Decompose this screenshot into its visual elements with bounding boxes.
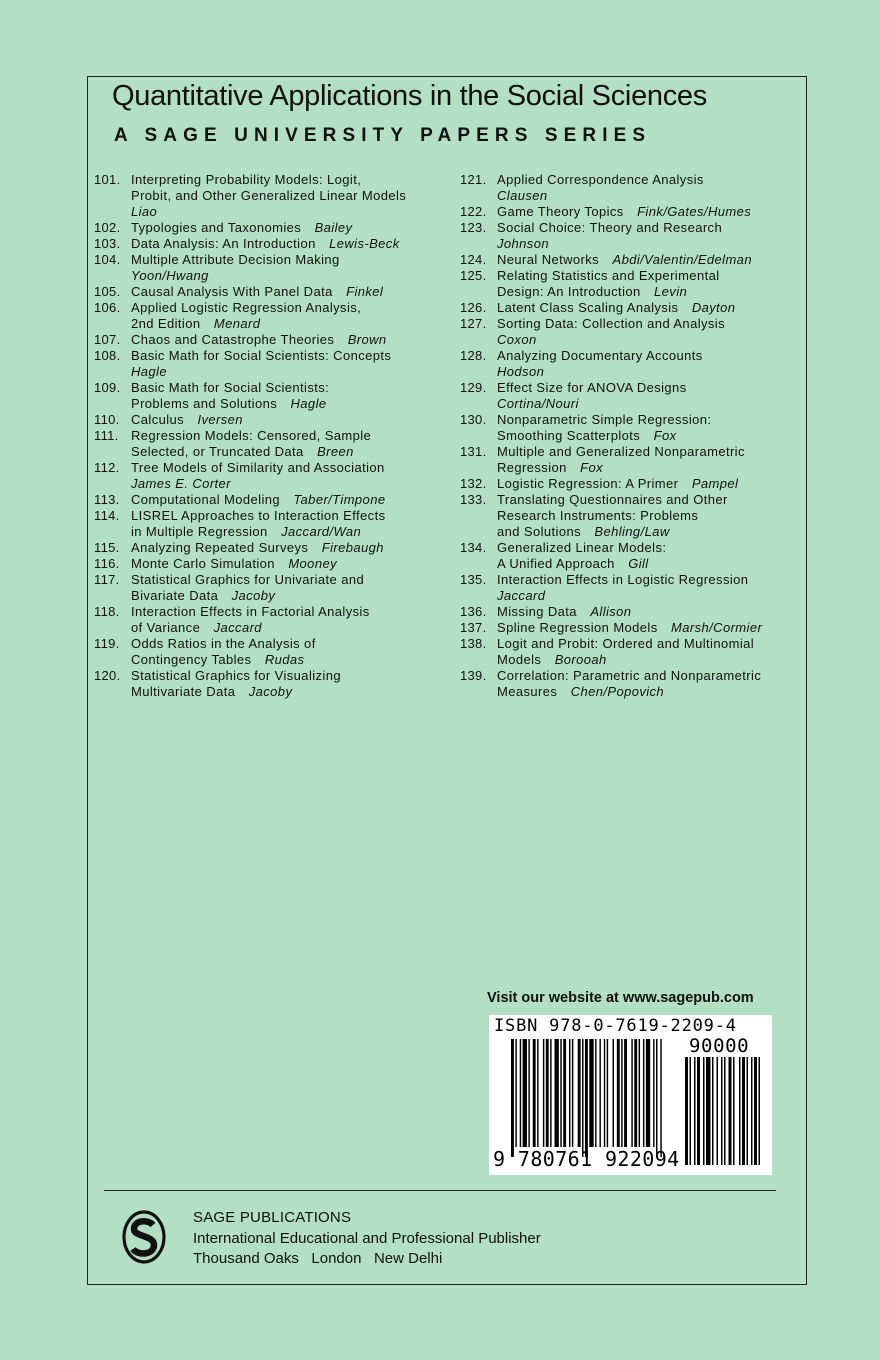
barcode-bar [569,1039,570,1147]
series-entry-title: Latent Class Scaling Analysis [497,300,679,315]
series-entry [94,220,454,236]
series-entry-title: Translating Questionnaires and Other Research Instruments: Problems and Solutions [497,492,728,539]
series-entry-number: 129. [460,380,487,395]
series-entry-number: 106. [94,300,121,315]
series-entry-number: 130. [460,412,487,427]
series-entry-author: Jacoby [231,588,276,603]
series-entry-number: 102. [94,220,121,235]
series-entry-number: 121. [460,172,487,187]
series-entry [94,332,454,348]
series-entry-number: 101. [94,172,121,187]
barcode-bar [595,1039,596,1147]
series-entry [94,572,454,604]
series-entry-author: Gill [628,556,649,571]
barcode-bar [560,1039,561,1147]
publisher-info [193,1208,541,1270]
series-entry-author: Clausen [497,188,548,203]
addon-barcode-bar [733,1057,735,1165]
series-entry [460,476,800,492]
series-entry-number: 119. [94,636,120,651]
series-entry-author: Chen/Popovich [570,684,665,699]
series-entry-number: 118. [94,604,120,619]
isbn-barcode [489,1015,772,1175]
series-entry-title: Effect Size for ANOVA Designs [497,380,687,395]
barcode-bar [555,1039,559,1147]
series-entry [460,204,800,220]
barcode-bar [515,1039,516,1147]
series-entry-title: Analyzing Repeated Surveys [131,540,309,555]
series-entry [94,252,454,284]
series-entry-number: 127. [460,316,487,331]
series-entry-title: Analyzing Documentary Accounts [497,348,703,363]
series-entry-title: Statistical Graphics for Univariate and Bivariate Data [131,572,365,603]
series-entry-number: 109. [94,380,121,395]
series-entry [94,412,454,428]
website-text: Visit our website at www.sagepub.com [487,990,754,1006]
series-entry-title: Logistic Regression: A Primer [497,476,679,491]
addon-barcode-bar [712,1057,714,1165]
series-entry [94,172,454,220]
series-entry-number: 136. [460,604,487,619]
series-entry-title: Neural Networks [497,252,600,267]
series-entry-author: Johnson [497,236,549,251]
addon-barcode-bar [747,1057,749,1165]
series-entry-title: Spline Regression Models [497,620,658,635]
series-entry [460,412,800,444]
series-entry-author: Hagle [131,364,167,379]
series-entry-author: Rudas [264,652,305,667]
addon-barcode-bar [759,1057,761,1165]
addon-barcode-bar [742,1057,745,1165]
series-entry-title: Typologies and Taxonomies [131,220,302,235]
barcode-bar [533,1039,536,1147]
series-entry-author: Marsh/Cormier [671,620,763,635]
series-entry-title: Relating Statistics and Experimental Design: An Introduction [497,268,720,299]
series-entry-number: 124. [460,252,487,267]
series-list-left [94,172,454,700]
series-entry-title: Basic Math for Social Scientists: Concepts [131,348,392,363]
series-entry-number: 105. [94,284,121,299]
series-entry [94,300,454,332]
series-entry [460,636,800,668]
barcode-bar [520,1039,521,1147]
series-entry-title: Nonparametric Simple Regression: Smoothing Scatterplots [497,412,712,443]
series-entry-author: Behling/Law [594,524,670,539]
series-entry [460,444,800,476]
series-entry-number: 138. [460,636,487,651]
barcode-bar [546,1039,549,1147]
series-entry-number: 113. [94,492,120,507]
addon-barcode-bar [717,1057,719,1165]
series-entry-author: Breen [317,444,354,459]
barcode-bar [624,1039,627,1147]
barcode-bar [599,1039,600,1147]
series-entry-title: Generalized Linear Models: A Unified Approach [497,540,667,571]
series-entry-author: Jaccard [497,588,546,603]
series-entry [460,316,800,348]
series-entry [460,268,800,300]
series-entry-author: Bailey [314,220,353,235]
series-entry [460,252,800,268]
series-entry-author: Brown [347,332,387,347]
series-entry-number: 132. [460,476,487,491]
series-entry-number: 112. [94,460,120,475]
series-entry [94,492,454,508]
series-entry [460,220,800,252]
series-entry-author: Menard [213,316,261,331]
series-entry-number: 137. [460,620,487,635]
barcode-bar [572,1039,573,1147]
barcode-bar [528,1039,529,1147]
publisher-cities: Thousand Oaks London New Delhi [193,1250,443,1267]
series-entry-title: Game Theory Topics [497,204,624,219]
series-entry-title: Interpreting Probability Models: Logit, Probit, and Other Generalized Linear Models [131,172,407,203]
series-entry-author: Firebaugh [321,540,384,555]
barcode-bar [585,1039,588,1157]
barcode-bar [563,1039,566,1147]
series-entry-title: Multiple Attribute Decision Making [131,252,340,267]
barcode-bar [631,1039,632,1147]
series-entry-title: Social Choice: Theory and Research [497,220,723,235]
series-entry-title: Chaos and Catastrophe Theories [131,332,335,347]
price-code: 90000 [689,1035,750,1057]
series-entry-number: 115. [94,540,120,555]
series-entry [460,348,800,380]
addon-barcode-bar [690,1057,692,1165]
series-entry [94,380,454,412]
series-entry-author: Pampel [691,476,739,491]
series-subtitle: A SAGE UNIVERSITY PAPERS SERIES [114,125,652,146]
series-entry-number: 107. [94,332,121,347]
series-entry-title: Statistical Graphics for Visualizing Multivariate Data [131,668,341,699]
series-entry-author: Borooah [554,652,607,667]
barcode-bar [537,1039,538,1147]
series-entry-author: Levin [654,284,688,299]
barcode-bar [639,1039,640,1147]
series-list-right [460,172,800,700]
series-entry-author: Lewis-Beck [329,236,400,251]
series-entry-author: Abdi/Valentin/Edelman [612,252,752,267]
footer-divider [104,1190,776,1191]
series-entry-author: Hodson [497,364,545,379]
series-entry [94,540,454,556]
barcode-bar [653,1039,654,1147]
series-entry [460,620,800,636]
series-entry [94,604,454,636]
series-entry-number: 135. [460,572,487,587]
series-entry-author: Dayton [691,300,736,315]
series-entry-number: 125. [460,268,487,283]
barcode-bar [617,1039,620,1147]
series-entry-number: 117. [94,572,120,587]
addon-barcode-bar [739,1057,741,1165]
publisher-tagline: International Educational and Professional Publisher [193,1229,541,1247]
series-entry-number: 131. [460,444,487,459]
series-entry-title: Causal Analysis With Panel Data [131,284,333,299]
barcode-bar [543,1039,544,1147]
series-entry-title: Missing Data [497,604,577,619]
barcode-bar [643,1039,644,1147]
series-entry [460,572,800,604]
series-entry [460,604,800,620]
series-entry [94,668,454,700]
publisher-name: SAGE PUBLICATIONS [193,1209,352,1226]
series-entry-author: Taber/Timpone [293,492,386,507]
series-entry-title: Basic Math for Social Scientists: Problems and Solutions [131,380,330,411]
series-entry [94,556,454,572]
barcode-bar [613,1039,614,1147]
addon-barcode-bar [729,1057,732,1165]
series-entry-author: Liao [131,204,158,219]
addon-barcode-bar [694,1057,696,1165]
series-entry-author: Cortina/Nouri [497,396,579,411]
barcode-bar [582,1039,583,1157]
series-entry [460,540,800,572]
barcode-bar [523,1039,527,1147]
addon-barcode-bar [754,1057,757,1165]
series-entry-author: Coxon [497,332,537,347]
series-entry-number: 108. [94,348,121,363]
sage-logo-icon [122,1210,166,1264]
series-entry-title: Monte Carlo Simulation [131,556,275,571]
series-entry [460,492,800,540]
series-entry-title: LISREL Approaches to Interaction Effects in Multiple Regression [131,508,386,539]
addon-barcode-bar [685,1057,688,1165]
barcode-bar [621,1039,622,1147]
series-entry-number: 134. [460,540,487,555]
series-entry-author: Hagle [290,396,327,411]
series-entry [94,236,454,252]
addon-barcode-bar [703,1057,705,1165]
series-entry-author: Jaccard [213,620,262,635]
series-entry-title: Data Analysis: An Introduction [131,236,316,251]
series-entry-author: Allison [590,604,632,619]
series-entry-title: Computational Modeling [131,492,280,507]
series-entry-number: 104. [94,252,121,267]
series-entry [94,348,454,380]
series-entry-number: 120. [94,668,121,683]
series-entry-author: Fox [653,428,677,443]
barcode-bar [660,1039,661,1157]
series-entry-number: 123. [460,220,487,235]
series-title: Quantitative Applications in the Social Sciences [112,80,707,112]
series-entry-author: Jaccard/Wan [281,524,362,539]
series-entry-title: Applied Logistic Regression Analysis, 2nd Edition [131,300,362,331]
isbn-text: ISBN 978-0-7619-2209-4 [494,1016,737,1036]
barcode-bar [550,1039,551,1147]
barcode-bar [589,1039,593,1147]
series-entry-number: 122. [460,204,487,219]
series-entry-title: Interaction Effects in Factorial Analysis of Variance [131,604,370,635]
series-entry-author: James E. Corter [131,476,231,491]
series-entry-author: Mooney [288,556,337,571]
series-entry-title: Regression Models: Censored, Sample Selected, or Truncated Data [131,428,372,459]
addon-barcode-bar [721,1057,723,1165]
series-entry [460,668,800,700]
barcode-bar [578,1039,581,1147]
addon-barcode-bar [697,1057,700,1165]
series-entry-number: 110. [94,412,120,427]
series-entry-title: Interaction Effects in Logistic Regression [497,572,749,587]
series-entry-title: Applied Correspondence Analysis [497,172,704,187]
series-entry [94,460,454,492]
series-entry-author: Iversen [197,412,243,427]
series-entry-title: Sorting Data: Collection and Analysis [497,316,725,331]
series-entry-number: 133. [460,492,487,507]
barcode-bar [511,1039,514,1157]
series-entry [94,284,454,300]
series-entry-author: Jacoby [248,684,293,699]
series-entry-number: 103. [94,236,121,251]
barcode-bar [656,1039,657,1157]
addon-barcode-bar [724,1057,726,1165]
series-entry-title: Correlation: Parametric and Nonparametric Measures [497,668,762,699]
series-entry-author: Finkel [346,284,384,299]
series-entry [94,508,454,540]
series-entry-author: Fink/Gates/Humes [637,204,752,219]
series-entry-number: 128. [460,348,487,363]
series-entry-number: 126. [460,300,487,315]
barcode-bar [646,1039,650,1147]
barcode-bar [607,1039,608,1147]
series-entry-author: Fox [580,460,604,475]
series-entry-title: Tree Models of Similarity and Association [131,460,385,475]
series-entry [94,428,454,460]
series-entry [460,300,800,316]
series-entry-title: Calculus [131,412,185,427]
series-entry-title: Multiple and Generalized Nonparametric Regression [497,444,745,475]
series-entry-title: Logit and Probit: Ordered and Multinomial Models [497,636,755,667]
series-entry-number: 111. [94,428,119,443]
series-entry [460,380,800,412]
ean-digits: 9 780761 922094 [493,1147,680,1171]
series-entry [94,636,454,668]
barcode-bar [604,1039,605,1147]
addon-barcode-bar [751,1057,753,1165]
series-entry-number: 114. [94,508,120,523]
series-entry-number: 139. [460,668,487,683]
series-entry [460,172,800,204]
addon-barcode-bar [706,1057,711,1165]
barcode-bar [634,1039,637,1147]
series-entry-author: Yoon/Hwang [131,268,209,283]
series-entry-number: 116. [94,556,120,571]
series-entry-title: Odds Ratios in the Analysis of Contingency Tables [131,636,316,667]
